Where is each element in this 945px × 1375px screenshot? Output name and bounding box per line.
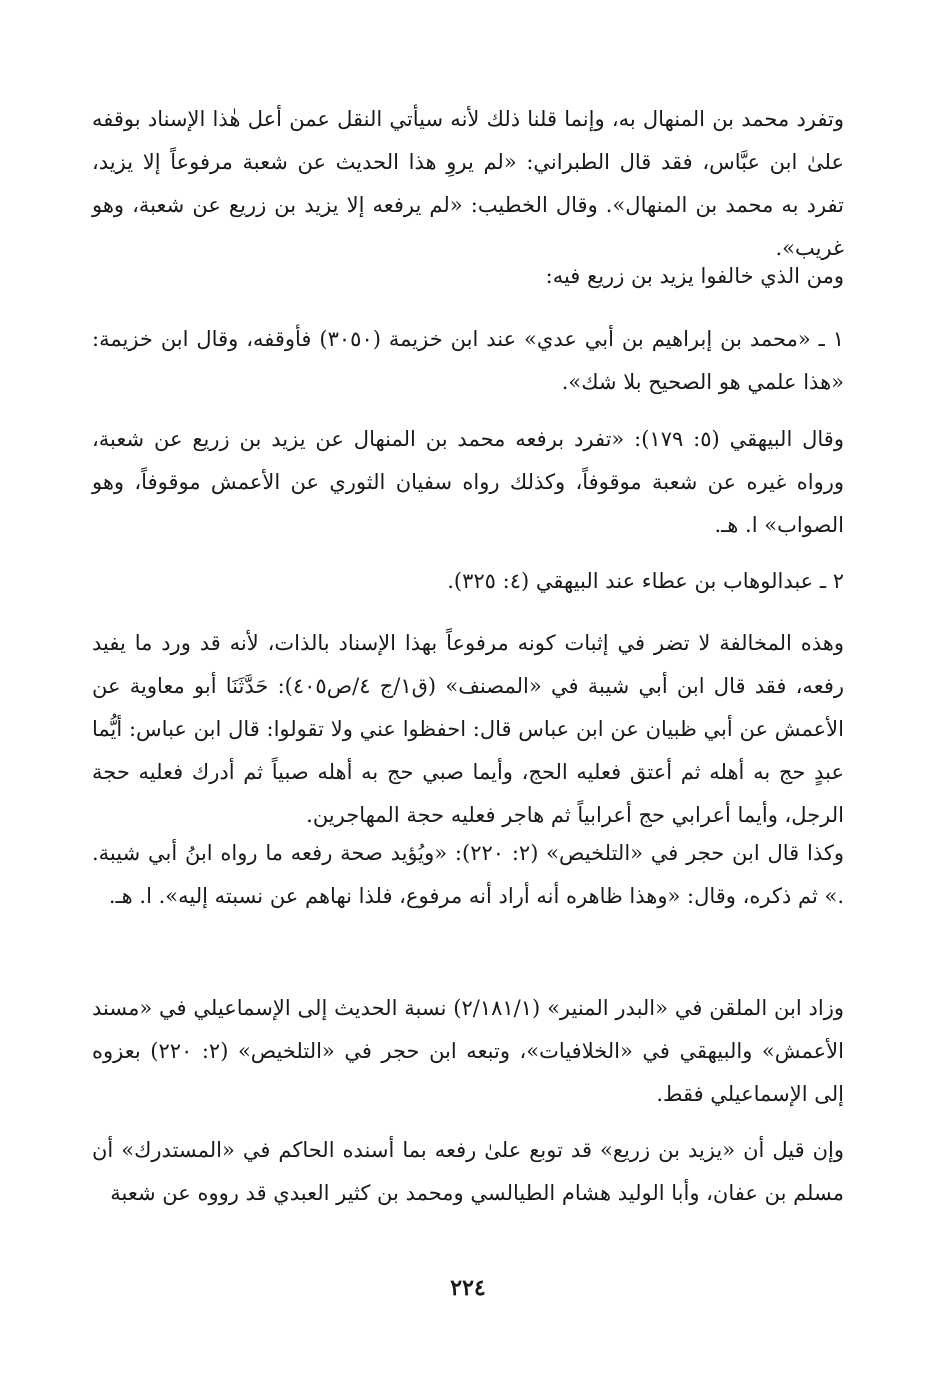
page-number: ٢٢٤	[450, 1275, 486, 1301]
paragraph-9: وإن قيل أن «يزيد بن زريع» قد توبع علىٰ رفعه بما أسنده الحاكم في «المستدرك» أن مسلم بن عفان، وأبا الوليد هشام الطيالسي ومحمد بن كثير العبدي قد رووه عن شعبة	[92, 1138, 844, 1205]
paragraph-6: وهذه المخالفة لا تضر في إثبات كونه مرفوعاً بهذا الإسناد بالذات، لأنه قد ورد ما يفيد رفعه، فقد قال ابن أبي شيبة في «المصنف» (ق١/ج ٤/ص٤٠٥): حَدَّثَنَا أبو معاوية عن الأعمش عن أبي ظبيان عن ابن عباس قال: احفظوا عني ولا تقولوا: قال ابن عباس: أيُّما عبدٍ حج به أهله ثم أعتق فعليه الحج، وأيما صبي حج به أهله صبياً ثم أدرك فعليه حجة الرجل، وأيما أعرابي حج أعرابياً ثم هاجر فعليه حجة المهاجرين.	[92, 631, 845, 827]
document-page	[92, 90, 844, 1340]
paragraph-1: وتفرد محمد بن المنهال به، وإنما قلنا ذلك لأنه سيأتي النقل عمن أعل هٰذا الإسناد بوقفه علىٰ ابن عبَّاس، فقد قال الطبراني: «لم يروِ هذا الحديث عن شعبة مرفوعاً إلا يزيد، تفرد به محمد بن المنهال». وقال الخطيب: «لم يرفعه إلا يزيد بن زريع عن شعبة، وهو غريب».	[92, 107, 844, 260]
paragraph-5: ٢ ـ عبدالوهاب بن عطاء عند البيهقي (٤: ٣٢٥).	[447, 569, 844, 593]
paragraph-4: وقال البيهقي (٥: ١٧٩): «تفرد برفعه محمد بن المنهال عن يزيد بن زريع عن شعبة، ورواه غيره عن شعبة موقوفاً، وكذلك رواه سفيان الثوري عن الأعمش موقوفاً، وهو الصواب» ا. هـ.	[92, 427, 844, 537]
paragraph-7: وكذا قال ابن حجر في «التلخيص» (٢: ٢٢٠): «ويُؤيد صحة رفعه ما رواه ابنُ أبي شيبة. .» ثم ذكره، وقال: «وهذا ظاهره أنه أراد أنه مرفوع، فلذا نهاهم عن نسبته إليه». ا. هـ.	[92, 841, 844, 908]
paragraph-3: ١ ـ «محمد بن إبراهيم بن أبي عدي» عند ابن خزيمة (٣٠٥٠) فأوقفه، وقال ابن خزيمة: «هذا علمي هو الصحيح بلا شك».	[92, 327, 844, 394]
paragraph-8: وزاد ابن الملقن في «البدر المنير» (٢/١٨١/١) نسبة الحديث إلى الإسماعيلي في «مسند الأعمش» والبيهقي في «الخلافيات»، وتبعه ابن حجر في «التلخيص» (٢: ٢٢٠) بعزوه إلى الإسماعيلي فقط.	[92, 996, 844, 1106]
paragraph-2: ومن الذي خالفوا يزيد بن زريع فيه:	[545, 264, 844, 288]
